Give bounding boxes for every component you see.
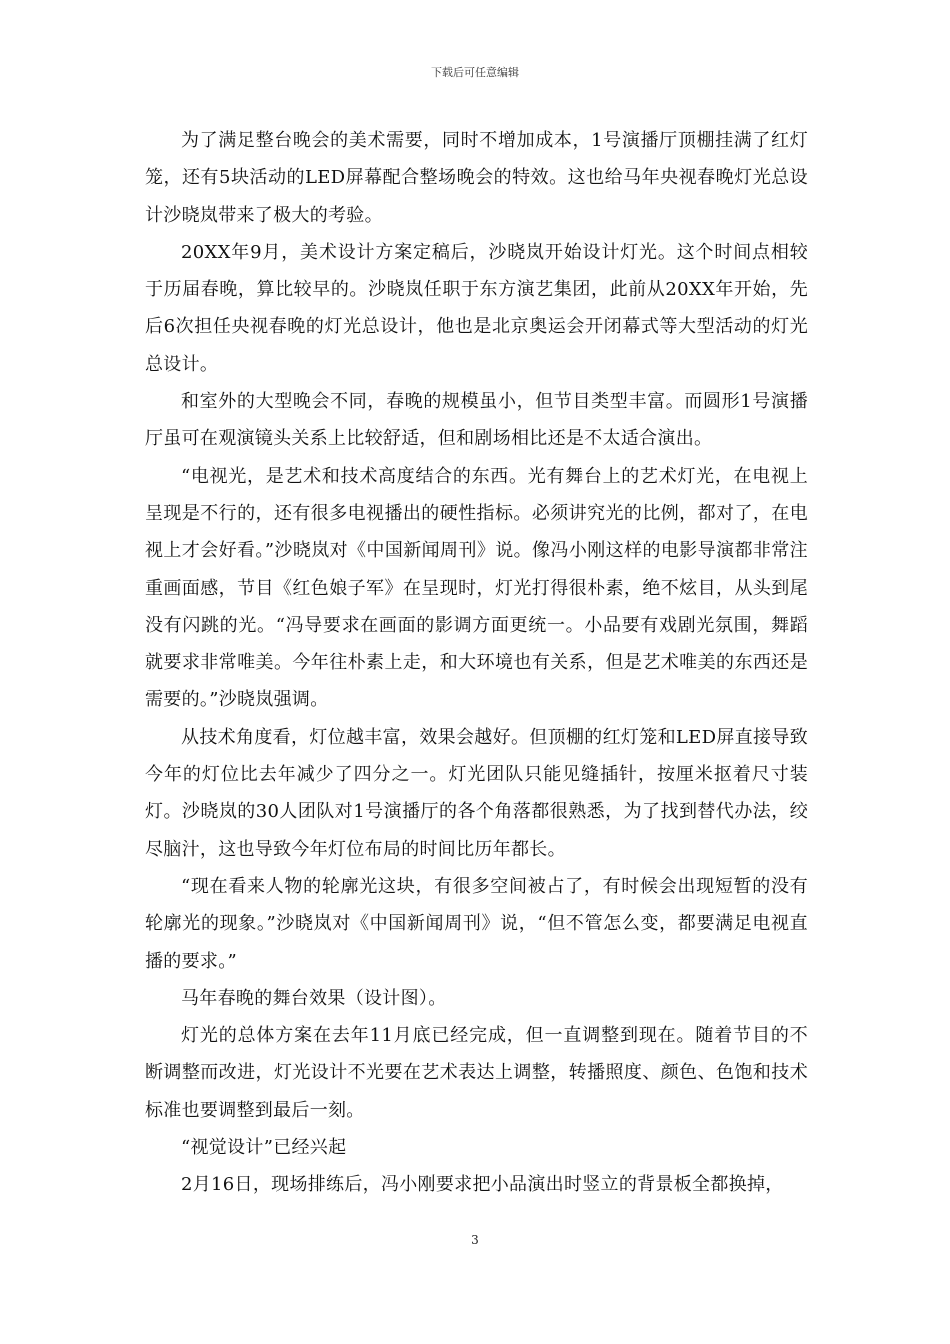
paragraph-2: 20XX年9月，美术设计方案定稿后，沙晓岚开始设计灯光。这个时间点相较于历届春晚，算比较早的。沙晓岚任职于东方演艺集团，此前从20XX年开始，先后6次担任央视春晚的灯光总设计，他也是北京奥运会开闭幕式等大型活动的灯光总设计。: [145, 241, 808, 375]
paragraph-3: 和室外的大型晚会不同，春晚的规模虽小，但节目类型丰富。而圆形1号演播厅虽可在观演镜头关系上比较舒适，但和剧场相比还是不太适合演出。: [145, 391, 808, 450]
document-body: [145, 122, 808, 1204]
paragraph-4: “电视光，是艺术和技术高度结合的东西。光有舞台上的艺术灯光，在电视上呈现是不行的，还有很多电视播出的硬性指标。必须讲究光的比例，都对了，在电视上才会好看。”沙晓岚对《中国新闻周刊》说。像冯小刚这样的电影导演都非常注重画面感，节目《红色娘子军》在呈现时，灯光打得很朴素，绝不炫目，从头到尾没有闪跳的光。“冯导要求在画面的影调方面更统一。小品要有戏剧光氛围，舞蹈就要求非常唯美。今年往朴素上走，和大环境也有关系，但是艺术唯美的东西还是需要的。”沙晓岚强调。: [145, 465, 808, 711]
section-heading: “视觉设计”已经兴起: [181, 1137, 347, 1159]
paragraph-6: “现在看来人物的轮廓光这块，有很多空间被占了，有时候会出现短暂的没有轮廓光的现象。”沙晓岚对《中国新闻周刊》说，“但不管怎么变，都要满足电视直播的要求。”: [145, 875, 808, 972]
paragraph-5: 从技术角度看，灯位越丰富，效果会越好。但顶棚的红灯笼和LED屏直接导致今年的灯位比去年减少了四分之一。灯光团队只能见缝插针，按厘米抠着尺寸装灯。沙晓岚的30人团队对1号演播厅的各个角落都很熟悉，为了找到替代办法，绞尽脑汁，这也导致今年灯位布局的时间比历年都长。: [145, 726, 808, 860]
paragraph-9: 2月16日，现场排练后，冯小刚要求把小品演出时竖立的背景板全都换掉，: [181, 1174, 784, 1196]
paragraph-1: 为了满足整台晚会的美术需要，同时不增加成本，1号演播厅顶棚挂满了红灯笼，还有5块活动的LED屏幕配合整场晚会的特效。这也给马年央视春晚灯光总设计沙晓岚带来了极大的考验。: [145, 130, 808, 226]
paragraph-7: 马年春晚的舞台效果（设计图）。: [181, 987, 447, 1009]
page-header: 下载后可任意编辑: [431, 66, 519, 79]
paragraph-8: 灯光的总体方案在去年11月底已经完成，但一直调整到现在。随着节目的不断调整而改进，灯光设计不光要在艺术表达上调整，转播照度、颜色、色饱和技术标准也要调整到最后一刻。: [145, 1025, 808, 1121]
page-number: 3: [471, 1233, 479, 1247]
